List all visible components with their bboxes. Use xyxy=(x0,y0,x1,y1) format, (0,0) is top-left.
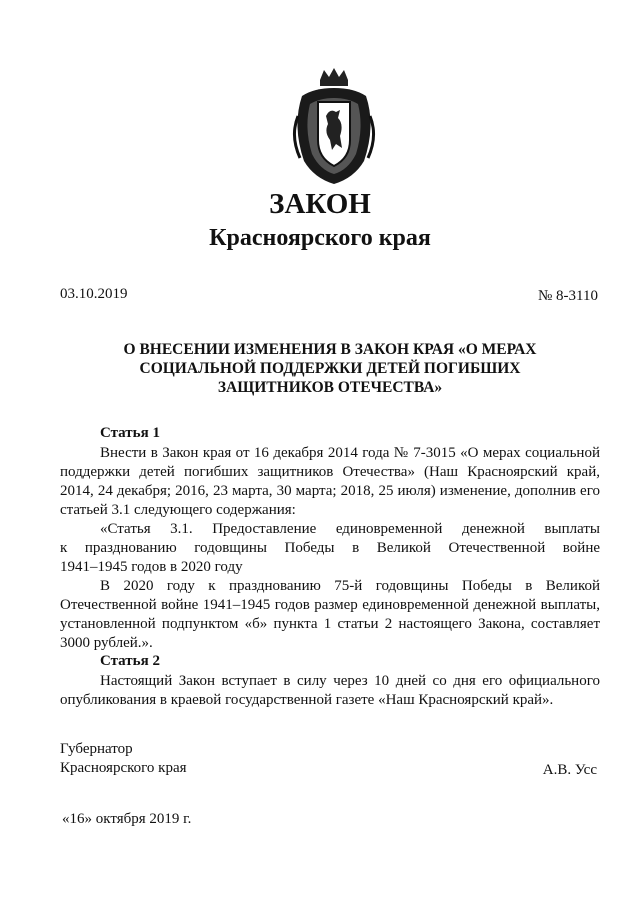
signatory-name: А.В. Усс xyxy=(542,762,597,778)
law-subject xyxy=(70,340,590,397)
subject-line: ЗАЩИТНИКОВ ОТЕЧЕСТВА» xyxy=(217,379,443,396)
text-line: В 2020 году к празднованию 75-й годовщины Победы в Великой xyxy=(100,578,600,594)
text-line: опубликования в краевой государственной газете «Наш Красноярский край». xyxy=(60,692,554,708)
article-1-text xyxy=(60,444,600,653)
text-line: к празднованию годовщины Победы в Великой Отечественной войне xyxy=(60,540,600,556)
signatory-position xyxy=(60,740,187,778)
text-line: «Статья 3.1. Предоставление единовременной денежной выплаты xyxy=(100,521,600,537)
text-line: Отечественной войне 1941–1945 годов размер единовременной денежной выплаты, xyxy=(60,597,600,613)
position-line: Губернатор xyxy=(60,741,133,757)
position-line: Красноярского края xyxy=(60,760,187,776)
subject-line: О ВНЕСЕНИИ ИЗМЕНЕНИЯ В ЗАКОН КРАЯ «О МЕРАХ xyxy=(123,341,537,358)
text-line: статьей 3.1 следующего содержания: xyxy=(60,502,296,518)
article-2-text xyxy=(60,672,600,710)
law-number: № 8-3110 xyxy=(538,288,598,304)
law-title: ЗАКОН xyxy=(269,188,371,220)
article-2-heading: Статья 2 xyxy=(100,653,160,669)
text-line: 2014, 24 декабря; 2016, 23 марта, 30 марта; 2018, 25 июля) изменение, дополнив его xyxy=(60,483,600,499)
signed-date: «16» октября 2019 г. xyxy=(62,811,192,827)
text-line: 3000 рублей.». xyxy=(60,635,153,651)
text-line: Внести в Закон края от 16 декабря 2014 года № 7-3015 «О мерах социальной xyxy=(100,445,600,461)
law-date: 03.10.2019 xyxy=(60,286,128,302)
text-line: 1941–1945 годов в 2020 году xyxy=(60,559,243,575)
article-1-heading: Статья 1 xyxy=(100,425,160,441)
law-region: Красноярского края xyxy=(209,225,431,251)
subject-line: СОЦИАЛЬНОЙ ПОДДЕРЖКИ ДЕТЕЙ ПОГИБШИХ xyxy=(139,360,521,377)
text-line: поддержки детей погибших защитников Отечества» (Наш Красноярский край, xyxy=(60,464,600,480)
text-line: Настоящий Закон вступает в силу через 10 дней со дня его официального xyxy=(100,673,600,689)
text-line: установленной подпунктом «б» пункта 1 статьи 2 настоящего Закона, составляет xyxy=(60,616,600,632)
coat-of-arms-icon xyxy=(284,66,384,188)
